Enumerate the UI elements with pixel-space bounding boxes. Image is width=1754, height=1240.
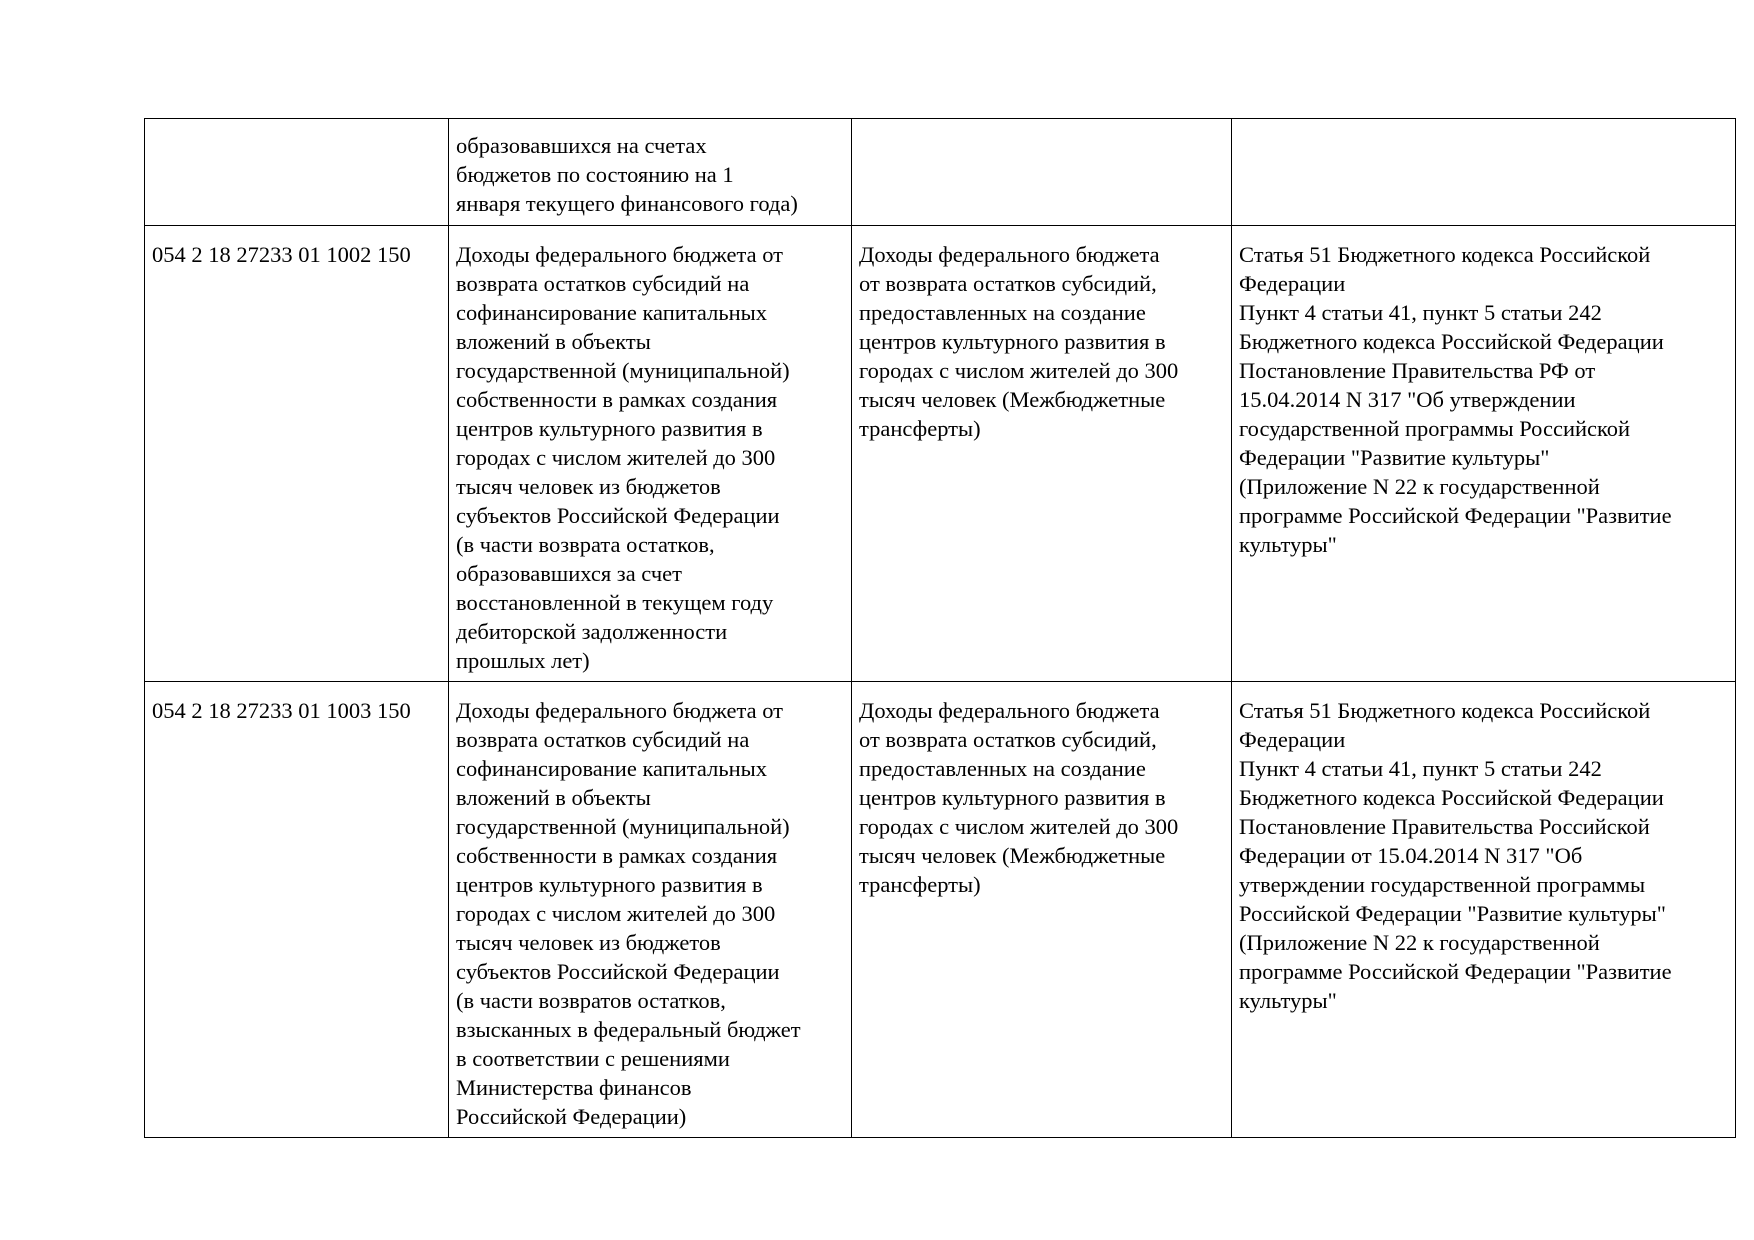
code-cell: 054 2 18 27233 01 1002 150 bbox=[145, 226, 449, 682]
budget-codes-table bbox=[144, 118, 1736, 1138]
code-cell bbox=[145, 119, 449, 226]
table-row bbox=[145, 682, 1736, 1138]
name-cell: Доходы федерального бюджета от возврата остатков субсидий на софинансирование капитальных вложений в объекты государственной (муниципальной) собственности в рамках создания центров культурного развития в городах с числом жителей до 300 тысяч человек из бюджетов субъектов Российской Федерации (в части возврата остатков, образовавшихся за счет восстановленной в текущем году дебиторской задолженности прошлых лет) bbox=[449, 226, 852, 682]
short-name-cell: Доходы федерального бюджета от возврата остатков субсидий, предоставленных на создание центров культурного развития в городах с числом жителей до 300 тысяч человек (Межбюджетные трансферты) bbox=[852, 226, 1232, 682]
name-cell: Доходы федерального бюджета от возврата остатков субсидий на софинансирование капитальных вложений в объекты государственной (муниципальной) собственности в рамках создания центров культурного развития в городах с числом жителей до 300 тысяч человек из бюджетов субъектов Российской Федерации (в части возвратов остатков, взысканных в федеральный бюджет в соответствии с решениями Министерства финансов Российской Федерации) bbox=[449, 682, 852, 1138]
table-row bbox=[145, 226, 1736, 682]
legal-basis-cell: Статья 51 Бюджетного кодекса Российской Федерации Пункт 4 статьи 41, пункт 5 статьи 242 Бюджетного кодекса Российской Федерации Постановление Правительства РФ от 15.04.2014 N 317 "Об утверждении государственной программы Российской Федерации "Развитие культуры" (Приложение N 22 к государственной программе Российской Федерации "Развитие культуры" bbox=[1232, 226, 1736, 682]
name-cell: образовавшихся на счетах бюджетов по состоянию на 1 января текущего финансового года) bbox=[449, 119, 852, 226]
table-row bbox=[145, 119, 1736, 226]
short-name-cell bbox=[852, 119, 1232, 226]
short-name-cell: Доходы федерального бюджета от возврата остатков субсидий, предоставленных на создание центров культурного развития в городах с числом жителей до 300 тысяч человек (Межбюджетные трансферты) bbox=[852, 682, 1232, 1138]
legal-basis-cell bbox=[1232, 119, 1736, 226]
legal-basis-cell: Статья 51 Бюджетного кодекса Российской Федерации Пункт 4 статьи 41, пункт 5 статьи 242 Бюджетного кодекса Российской Федерации Постановление Правительства Российской Федерации от 15.04.2014 N 317 "Об утверждении государственной программы Российской Федерации "Развитие культуры" (Приложение N 22 к государственной программе Российской Федерации "Развитие культуры" bbox=[1232, 682, 1736, 1138]
code-cell: 054 2 18 27233 01 1003 150 bbox=[145, 682, 449, 1138]
